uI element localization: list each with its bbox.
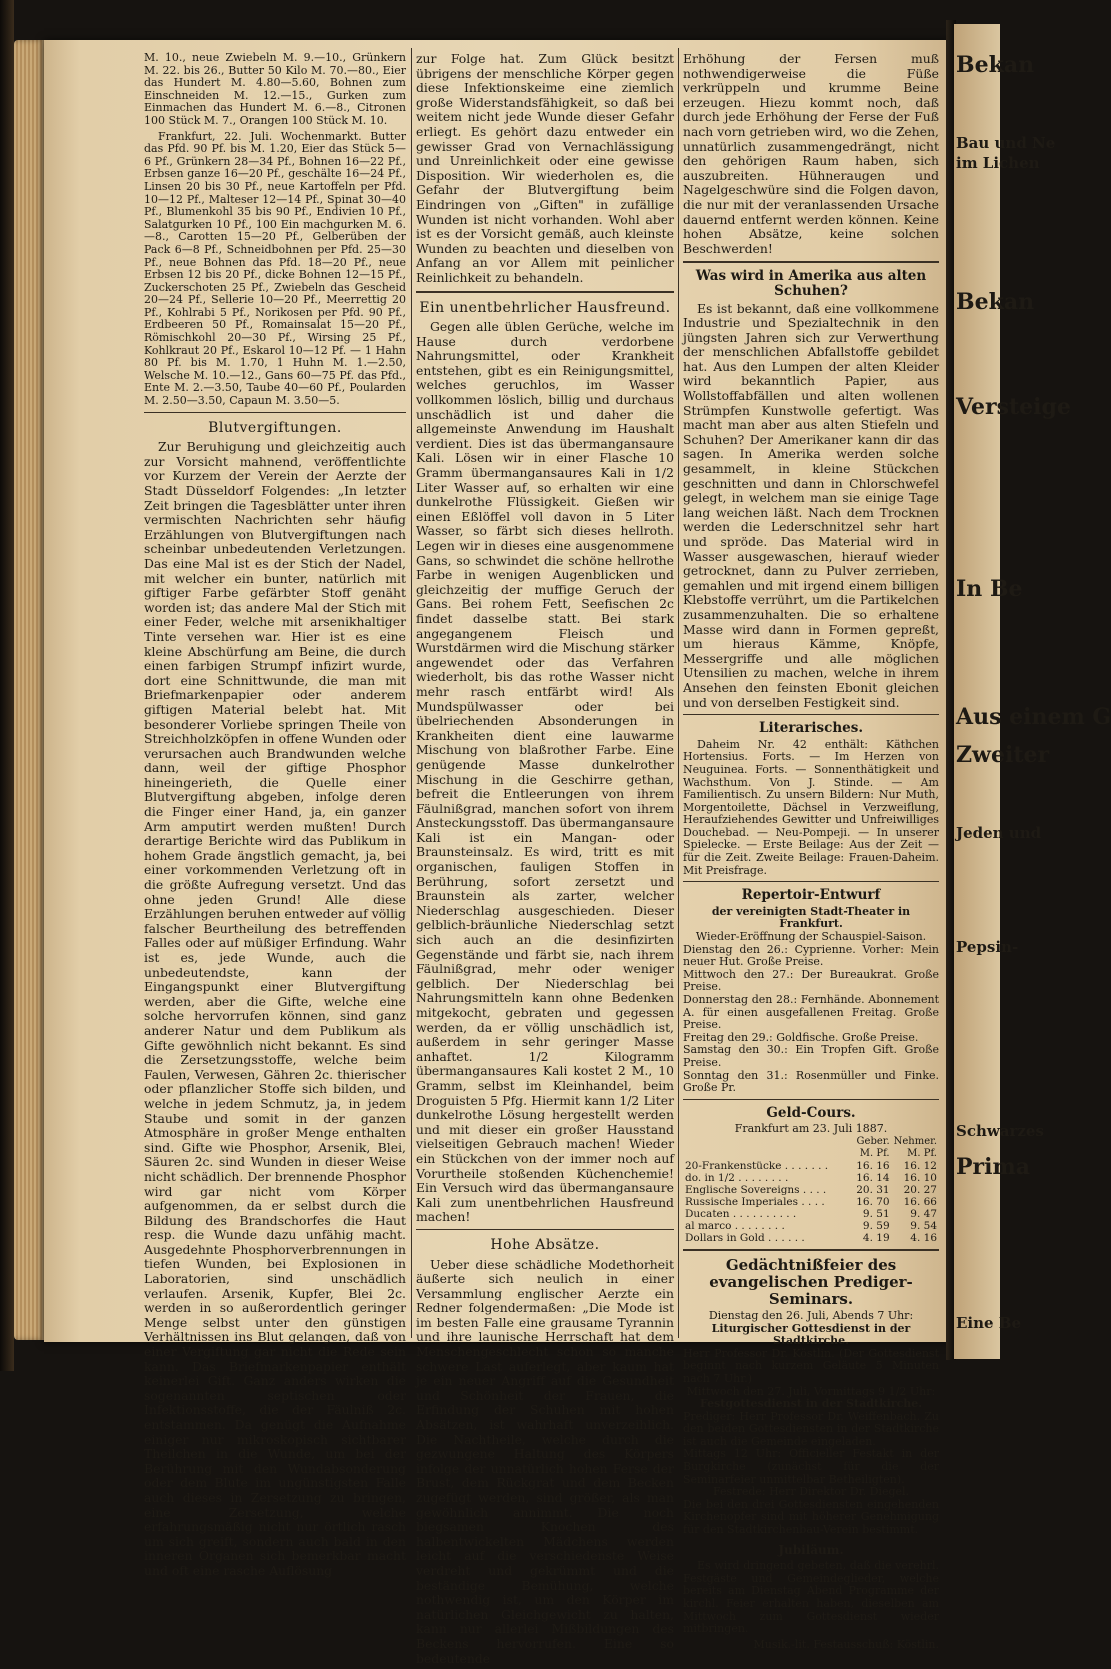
program-line: Prediger: Herr Professor Dr. Weiffenbach. Zu den beiden Gottesdiensten in der Stadtkirche ist auch die Gemeinde eingeladen. bbox=[683, 1409, 939, 1448]
facing-page-fragment: Schwarzes bbox=[956, 1122, 1044, 1140]
ask-value: 4. 16 bbox=[910, 1231, 937, 1244]
facing-page-fragment: Zweiter bbox=[956, 742, 1050, 768]
article-heading: Was wird in Amerika aus alten Schuhen? bbox=[695, 268, 927, 299]
column-header: Nehmer. bbox=[893, 1135, 937, 1147]
divider bbox=[683, 1099, 939, 1100]
ask-value: 9. 54 bbox=[910, 1219, 937, 1232]
bid-value: 9. 59 bbox=[862, 1219, 890, 1232]
column-3 bbox=[683, 52, 939, 1651]
program-line: Mittwoch den 27. Juli, Vormittags 9 1/2 Uhr: bbox=[686, 1384, 936, 1398]
ask-value: 16. 66 bbox=[903, 1195, 937, 1208]
facing-page-fragment: Pepsin- bbox=[956, 938, 1019, 956]
program-line: Herr Professor Dr. Köstlin. (Der Gottesdienst beginnt nach kurzem Geläute 5 Minuten nach 7 Uhr.) bbox=[683, 1346, 939, 1385]
unit-header: M. Pf. bbox=[907, 1147, 937, 1159]
bid-value: 4. 19 bbox=[862, 1231, 890, 1244]
table-row bbox=[683, 1232, 939, 1244]
table-row bbox=[683, 1208, 939, 1220]
coin-name: Englische Sovereigns . . . . bbox=[685, 1183, 827, 1196]
bid-value: 16. 70 bbox=[856, 1195, 890, 1208]
program-line: Dienstag den 26. Juli, Abends 7 Uhr: bbox=[708, 1308, 914, 1322]
table-row bbox=[683, 1196, 939, 1208]
column-1 bbox=[144, 52, 406, 1582]
bid-value: 9. 51 bbox=[862, 1207, 890, 1220]
repertoire-entry: Samstag den 30.: Ein Tropfen Gift. Große Preise. bbox=[683, 1043, 939, 1069]
table-row bbox=[683, 1160, 939, 1172]
exchange-table bbox=[683, 1136, 939, 1244]
article-continuation: Erhöhung der Fersen muß nothwendigerweise die Füße verkrüppeln und krumme Beine erzeugen. Hiezu kommt noch, daß durch jede Erhöhung der Ferse der Fuß nach vorn getrieben wird, wo die Zehen, unnatürlich zusammengedrängt, nicht den gehörigen Raum haben, sich auszubreiten. Hühneraugen und Nagelgeschwüre sind die Folgen davon, die nur mit der veranlassenden Ursache dauernd entfernt werden können. Keine hohen Absätze, keine solchen Beschwerden! bbox=[683, 51, 939, 256]
table-row bbox=[683, 1184, 939, 1196]
column-2 bbox=[416, 52, 674, 1669]
section-subheading: der vereinigten Stadt-Theater in Frankfurt. bbox=[711, 904, 911, 931]
table-row bbox=[683, 1172, 939, 1184]
divider bbox=[683, 881, 939, 882]
facing-page-fragment: Bekan bbox=[956, 52, 1035, 78]
facing-page-fragment: Aus einem G bbox=[956, 704, 1111, 730]
program-line: Festrede: Herr Direktor Dr. Diegel. bbox=[712, 1485, 910, 1499]
program-line: Liturgischer Gottesdienst in der Stadtkirche. bbox=[711, 1321, 911, 1348]
bid-value: 20. 31 bbox=[856, 1183, 890, 1196]
facing-page-fragment: Eine Be bbox=[956, 1314, 1022, 1332]
coin-name: do. in 1/2 . . . . . . . . bbox=[685, 1171, 789, 1184]
bid-value: 16. 14 bbox=[856, 1171, 890, 1184]
divider bbox=[683, 1249, 939, 1251]
article-body: Gegen alle üblen Gerüche, welche im Hause durch verdorbene Nahrungsmittel, oder Krankheit entstehen, gibt es ein Reinigungsmittel, welches geruchlos, im Wasser vollkommen löslich, billig und durchaus unschädlich ist und daher die allgemeinste Anwendung im Haushalt verdient. Dies ist das übermangansaure Kali. Lösen wir in einer Flasche 10 Gramm übermangansaures Kali in 1/2 Liter Wasser auf, so erhalten wir eine dunkelrothe Flüssigkeit. Gießen wir einen Eßlöffel voll davon in 5 Liter Wasser, so färbt sich dieses hellroth. Legen wir in dieses eine ausgenommene Gans, so schwindet die schöne hellrothe Farbe in wenigen Augenblicken und gleichzeitig der muffige Geruch der Gans. Bei rohem Fett, Seefischen 2c findet dasselbe statt. Bei stark angegangenem Fleisch und Wurstdärmen wird die Mischung stärker angewendet oder das Verfahren wiederholt, bis das rothe Wasser nicht mehr rasch entfärbt wird! Als Mundspülwasser oder bei übelriechenden Absonderungen in Krankheiten dient eine lauwarme Mischung von blaßrother Farbe. Eine genügende Masse dunkelrother Mischung in die Geschirre gethan, befreit die Entleerungen von ihrem Fäulnißgrad, manchen sofort von ihrem Ansteckungsstoff. Das übermangansaure Kali ist ein Mangan- oder Braunsteinsalz. Es wird, tritt es mit organischen, fauligen Stoffen in Berührung, sofort zersetzt und Braunstein als zarter, welcher Niederschlag ausgeschieden. Dieser gelblich-bräunliche Niederschlag setzt sich auch an die desinfizirten Gegenstände und färbt sie, nach ihrem Fäulnißgrad, mehr oder weniger gelblich. Der Niederschlag bei Nahrungsmitteln kann ohne Bedenken mitgekocht, gebraten und gegessen werden, da er völlig unschädlich ist, außerdem in sehr geringer Masse anhaftet. 1/2 Kilogramm übermangansaures Kali kostet 2 M., 10 Gramm, selbst im Kleinhandel, beim Droguisten 5 Pfg. Hiermit kann 1/2 Liter dunkelrothe Lösung hergestellt werden und mit dieser ein großer Hausstand vielseitigen Gebrauch machen! Wieder ein Stückchen von der immer noch auf Vorurtheile stoßenden Küchenchemie! Ein Versuch wird das übermangansaure Kali zum unentbehrlichen Hausfreund machen! bbox=[416, 319, 674, 1225]
facing-page-fragment: Bau und Ne bbox=[956, 134, 1056, 152]
table-row bbox=[683, 1220, 939, 1232]
exchange-date: Frankfurt am 23. Juli 1887. bbox=[734, 1122, 888, 1136]
column-header: Geber. bbox=[856, 1135, 890, 1147]
article-heading: Blutvergiftungen. bbox=[208, 419, 342, 436]
facing-page-fragment: Versteige bbox=[956, 394, 1071, 420]
signature: Musik.-lit. Festausschuß: Köstlin. bbox=[753, 1637, 939, 1651]
article-body: Zur Beruhigung und gleichzeitig auch zur Vorsicht mahnend, veröffentlichte vor Kurzem der Verein der Aerzte der Stadt Düsseldorf Folgendes: „In letzter Zeit bringen die Tagesblätter unter ihren vermischten Nachrichten sehr häufig Erzählungen von Blutvergiftungen nach scheinbar unbedeutenden Verletzungen. Das eine Mal ist es der Stich der Nadel, mit welcher ein bunter, natürlich mit giftiger Farbe gefärbter Stoff genäht worden ist; das andere Mal der Stich mit einer Feder, welche mit arsenikhaltiger Tinte versehen war. Hier ist es eine kleine Abschürfung am Beine, die durch einen farbigen Strumpf infizirt wurde, dort eine Schnittwunde, die man mit Briefmarkenpapier oder anderem giftigen Material belebt hat. Mit besonderer Vorliebe springen Theile von Streichholzköpfen in offene Wunden oder verursachen auch Brandwunden welche dann, weil der giftige Phosphor hineingerieth, die Quelle einer Blutvergiftung abgeben, infolge deren die Finger einer Hand, ja, ein ganzer Arm amputirt werden mußten! Durch derartige Berichte wird das Publikum in hohem Grade ängstlich gemacht, ja, bei einer vorkommenden Verletzung oft in die größte Aufregung versetzt. Und das ohne jeden Grund! Alle diese Erzählungen beruhen entweder auf völlig falscher Beurtheilung des betreffenden Falles oder auf müßiger Erfindung. Wahr ist es, jede Wunde, auch die unbedeutendste, kann der Eingangspunkt einer Blutvergiftung werden, aber die Gifte, welche eine solche hervorrufen können, sind ganz anderer Natur und dem Publikum als Gifte gewöhnlich nicht bekannt. Es sind die Zersetzungsstoffe, welche beim Faulen, Verwesen, Gähren 2c. thierischer oder pflanzlicher Stoffe sich bilden, und welche in jedem Schmutz, ja, in jedem Staube und somit in der ganzen Atmosphäre in großer Menge enthalten sind. Gifte wie Phosphor, Arsenik, Blei, Säuren 2c. sind Wunden in dieser Weise nicht schädlich. Der brennende Phosphor wird gar nicht vom Körper aufgenommen, da er selbst durch die Bildung des Brandschorfes die Haut resp. die Wunde dazu unfähig macht. Ausgedehnte Phosphorverbrennungen in tiefen Wunden, bei Explosionen in Laboratorien, sind unschädlich verlaufen. Arsenik, Kupfer, Blei 2c. werden in so außerordentlich geringer Menge selbst unter den günstigen Verhältnissen ins Blut gelangen, daß von einer Vergiftung gar nicht die Rede sein kann. Das Briefmarkenpapier enthält keinerlei Gift. Ganz anders wirken die sogenannten septischen oder Infektionsstoffe, die der Fäulniß 2c. entstammen. Da genügt die Aufnahme einiger nur mikroskopisch sichtbarer Theilchen in die Wunde, um bei der Berührung mit den Wundabsonderung oder dem Blute im ungünstigsten Falle auch dieses in Zersetzung zu bringen, eine Zersetzung, welche erfahrungsmäßig nicht nur örtlich rasch um sich greift, sondern auch bald in den inneren Organen sich bemerkbar macht und oft eine rasche Auflösung bbox=[144, 439, 406, 1578]
section-heading: Repertoir-Entwurf bbox=[741, 887, 881, 904]
article-heading: Hohe Absätze. bbox=[490, 1236, 600, 1253]
ask-value: 16. 10 bbox=[903, 1171, 937, 1184]
repertoire-entry: Mittwoch den 27.: Der Bureaukrat. Große Preise. bbox=[683, 967, 939, 994]
facing-page-fragment: Jeden und bbox=[956, 824, 1042, 842]
divider bbox=[683, 261, 939, 263]
section-heading: Jubiläum. bbox=[778, 1542, 844, 1557]
ask-value: 20. 27 bbox=[903, 1183, 937, 1196]
section-heading: Literarisches. bbox=[758, 720, 864, 737]
divider bbox=[144, 412, 406, 413]
column-rule bbox=[411, 48, 412, 1338]
divider bbox=[416, 291, 674, 293]
repertoire-intro: Wieder-Eröffnung der Schauspiel-Saison. bbox=[695, 930, 927, 944]
volume-edge bbox=[0, 0, 14, 1371]
article-continuation: zur Folge hat. Zum Glück besitzt übrigens der menschliche Körper gegen diese Infektionskeime eine ziemlich große Widerstandsfähigkeit, so daß bei weitem nicht jede Wunde dieser Gefahr erliegt. Es gehört dazu entweder ein gewisser Grad von Vernachlässigung und Unreinlichkeit oder eine gewisse Disposition. Wir wiederholen es, die Gefahr der Blutvergiftung beim Eindringen von „Giften" in zufällige Wunden ist nicht vorhanden. Wohl aber ist es der Vorsicht gemäß, auch kleinste Wunden zu beachten und dieselben von Anfang an vor Allem mit peinlicher Reinlichkeit zu behandeln. bbox=[416, 51, 674, 285]
frankfurt-market-report: Frankfurt, 22. Juli. Wochenmarkt. Butter das Pfd. 90 Pf. bis M. 1.20, Eier das Stück 5—6 Pf., Grünkern 28—34 Pf., Bohnen 16—22 Pf., Erbsen ganze 16—20 Pf., geschälte 16—24 Pf., Linsen 20 bis 30 Pf., neue Kartoffeln per Pfd. 10—12 Pf., Malteser 12—14 Pf., Spinat 30—40 Pf., Blumenkohl 35 bis 90 Pf., Endivien 10 Pf., Salatgurken 10 Pf., 100 Ein machgurken M. 6.—8., Carotten 15—20 Pf., Gelberüben der Pack 6—8 Pf., Schneidbohnen per Pfd. 25—30 Pf., neue Bohnen das Pfd. 18—20 Pf., neue Erbsen 12 bis 20 Pf., dicke Bohnen 12—15 Pf., Zuckerschoten 25 Pf., Zwiebeln das Gescheid 20—24 Pf., Sellerie 10—20 Pf., Meerrettig 20 Pf., Kohlrabi 5 Pf., Norikosen per Pfd. 90 Pf., Erdbeeren 50 Pf., Romainsalat 15—20 Pf., Römischkohl 20—30 Pf., Wirsing 25 Pf., Kohlkraut 20 Pf., Eskarol 10—12 Pf. — 1 Hahn 80 Pf. bis M. 1.70, 1 Huhn M. 1.—2.50, Welsche M. 10.—12., Gans 60—75 Pf. das Pfd., Ente M. 2.—3.50, Taube 40—60 Pf., Poularden M. 2.50—3.50, Capaun M. 3.50—5. bbox=[144, 129, 406, 408]
repertoire-list bbox=[683, 944, 939, 1095]
divider bbox=[416, 1229, 674, 1230]
program-line: Die bei den drei Gottesdiensten eingehenden Kirchenopfer sind mit höherer Genehmigung für den Stadtkirchenbau-Verein bestimmt. bbox=[683, 1497, 939, 1537]
ask-value: 9. 47 bbox=[910, 1207, 937, 1220]
facing-page-fragment: In Be bbox=[956, 576, 1023, 602]
article-heading: Ein unentbehrlicher Hausfreund. bbox=[419, 299, 671, 316]
divider bbox=[683, 714, 939, 715]
article-body: Es ist bekannt, daß eine vollkommene Industrie und Spezialtechnik in den jüngsten Jahren sich zur Verwerthung der menschlichen Abfallstoffe gebildet hat. Aus den Lumpen der alten Kleider wird bekanntlich Papier, aus Wollstoffabfällen und alten wollenen Strümpfen Kunstwolle gefertigt. Was macht man aber aus alten Stiefeln und Schuhen? Der Amerikaner kann dir das sagen. In Amerika werden solche gesammelt, in kleine Stückchen geschnitten und dann in Chlorschwefel gelegt, in welchem man sie einige Tage lang weichen läßt. Nach dem Trocknen werden die Lederschnitzel sehr hart und spröde. Das Material wird in Wasser ausgewaschen, hierauf wieder getrocknet, dann zu Pulver zerrieben, gemahlen und mit irgend einem billigen Klebstoffe verrührt, um die Partikelchen zusammenzuhalten. Die so erhaltene Masse wird dann in Formen gepreßt, um hieraus Kämme, Knöpfe, Messergriffe und alle möglichen Utensilien zu machen, welche in ihrem Ansehen den feinsten Ebonit gleichen und von derselben Festigkeit sind. bbox=[683, 300, 939, 710]
seminar-program bbox=[683, 1310, 939, 1537]
program-line: Mittags 12 Uhr: Officieller Festakt in der Burgkirche (zunächst für die der Seminarfeier unmittelbar Betheiligten). bbox=[683, 1447, 939, 1486]
coin-name: Ducaten . . . . . . . . . . bbox=[685, 1207, 797, 1220]
facing-page-fragment: Bekan bbox=[956, 289, 1035, 315]
bid-value: 16. 16 bbox=[856, 1159, 890, 1172]
article-body: Ueber diese schädliche Modethorheit äußerte sich neulich in einer Versammlung englischer Aerzte ein Redner folgendermaßen: „Die Mode ist im besten Falle eine grausame Tyrannin und ihre launische Herrschaft hat dem Menschengeschlecht schon so manche schwere Last auferlegt, aber kaum hat je ein neuer Angriff auf die Gesundheit und Schönheit der Frauen, die Erfindung der Schuhen mit hohen Absätzen, ist wahrhaft unverzeihlich. Die Nachtheile, welche durch die gezwungene Haltung des Körpers infolge der unnatürlich hohen Ferse der Brust, dem Rückgrat und dem Becken zugefügt werden, sind größer, als man gewöhnlich annimmt. Die noch biegsamen Knochen des halbentwickelten Mädchens werden leicht auf die verschiedenste Weise verdreht und gekrümmt und die beständige Bemühung, welche nothwendig ist, um den Körper im natürlichen Gleichgewicht zu halten, kann nur allerlei Mißbildungen des Beckens hervorrufen. Eine so bedeutende bbox=[416, 1256, 674, 1666]
coin-name: 20-Frankenstücke . . . . . . . bbox=[685, 1159, 829, 1172]
program-line: Festgottesdienst in der Stadtkirche. bbox=[699, 1397, 923, 1411]
announcement-heading: Gedächtnißfeier des evangelischen Prediger-Seminars. bbox=[709, 1255, 913, 1308]
repertoire-entry: Donnerstag den 28.: Fernhände. Abonnement A. für einen ausgefallenen Freitag. Große Preise. bbox=[683, 993, 939, 1032]
repertoire-entry: Dienstag den 26.: Cyprienne. Vorher: Mein neuer Hut. Große Preise. bbox=[683, 942, 939, 969]
coin-name: al marco . . . . . . . . bbox=[685, 1219, 785, 1232]
facing-page-fragment: im Lichen bbox=[956, 154, 1040, 172]
ask-value: 16. 12 bbox=[903, 1159, 937, 1172]
column-rule bbox=[678, 48, 679, 1338]
market-report: M. 10., neue Zwiebeln M. 9.—10., Grünkern M. 22. bis 26., Butter 50 Kilo M. 70.—80., Eier das Hundert M. 4.80—5.60, Bohnen zum Einschneiden M. 12.—15., Gurken zum Einmachen das Hundert M. 6.—8., Citronen 100 Stück M. 7., Orangen 100 Stück M. 10. bbox=[144, 51, 406, 127]
repertoire-entry: Sonntag den 31.: Rosenmüller und Finke. Große Pr. bbox=[683, 1068, 939, 1095]
coin-name: Russische Imperiales . . . . bbox=[685, 1195, 825, 1208]
facing-page-fragment: Prima bbox=[956, 1154, 1031, 1180]
literary-notice: Daheim Nr. 42 enthält: Käthchen Hortensius. Forts. — Im Herzen von Neuguinea. Forts. — Sonnenthätigkeit und Wachsthum. Von J. Stinde. — Am Familientisch. Zu unsern Bildern: Nur Muth, Morgentoilette, Dächsel in Verzweiflung, Heraufziehendes Gewitter und Unfreiwilliges Douchebad. — Neu-Pompeji. — In unserer Spielecke. — Erste Beilage: Aus der Zeit — für die Zeit. Zweite Beilage: Frauen-Daheim. Mit Preisfrage. bbox=[683, 737, 939, 877]
facing-page-edge bbox=[954, 24, 1111, 1359]
page-stack-edge bbox=[14, 40, 46, 1340]
repertoire-entry: Freitag den 29.: Goldfische. Große Preise. bbox=[683, 1030, 919, 1044]
coin-name: Dollars in Gold . . . . . . bbox=[685, 1231, 805, 1244]
section-heading: Geld-Cours. bbox=[766, 1104, 856, 1121]
unit-header: M. Pf. bbox=[859, 1147, 890, 1159]
jubilee-notice: Es wird dringend gebeten, daß die verehrl. Festgäste und Gemeindeglieder, welche bereits am Dienstag Abend Programme der kirchl. Feier erhalten haben, dieselben am Mittwoch zum Gottesdienst wieder mitbringen. bbox=[683, 1559, 939, 1636]
